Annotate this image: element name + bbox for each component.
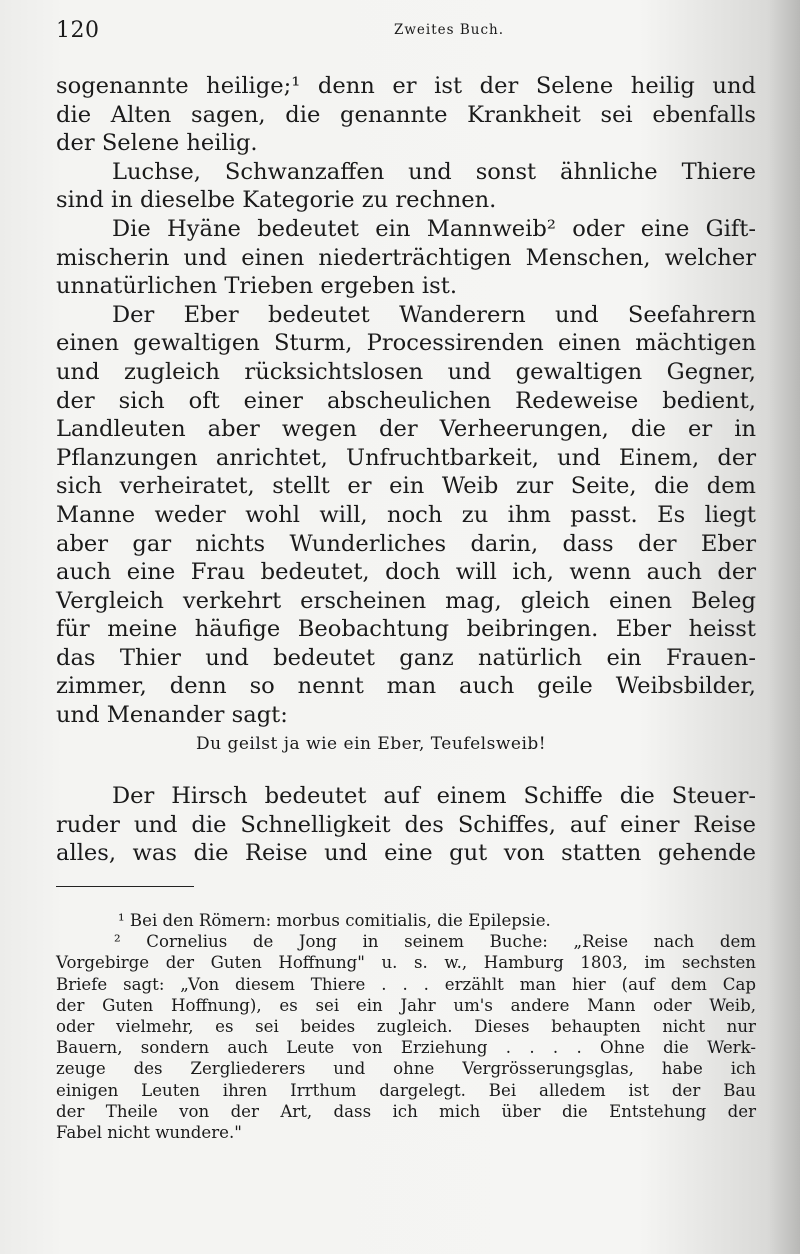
main-text	[56, 72, 756, 730]
text-line: sich verheiratet, stellt er ein Weib zur Seite, die dem	[56, 473, 756, 500]
text-line: und Menander sagt:	[56, 702, 288, 729]
footnote-line: Vorgebirge der Guten Hoffnung" u. s. w., Hamburg 1803, im sechsten	[56, 953, 756, 973]
footnote-line: oder vielmehr, es sei beides zugleich. Dieses behaupten nicht nur	[56, 1016, 756, 1036]
text-line: aber gar nichts Wunderliches darin, dass der Eber	[56, 530, 756, 557]
text-line: auch eine Frau bedeutet, doch will ich, wenn auch der	[56, 559, 756, 586]
footnote-line: der Guten Hoffnung), es sei ein Jahr um's andere Mann oder Weib,	[56, 995, 756, 1015]
text-line: der Selene heilig.	[56, 130, 258, 157]
text-line: Die Hyäne bedeutet ein Mannweib² oder eine Gift-	[112, 215, 756, 242]
text-line: für meine häufige Beobachtung beibringen. Eber heisst	[56, 616, 756, 643]
text-line: und zugleich rücksichtslosen und gewaltigen Gegner,	[56, 358, 756, 385]
text-line: sogenannte heilige;¹ denn er ist der Selene heilig und	[56, 73, 756, 99]
text-line: Der Eber bedeutet Wanderern und Seefahrern	[112, 301, 756, 328]
text-line: ruder und die Schnelligkeit des Schiffes, auf einer Reise	[56, 811, 756, 838]
footnote-line: Bauern, sondern auch Leute von Erziehung . . . . Ohne die Werk-	[56, 1038, 756, 1058]
text-line: einen gewaltigen Sturm, Processirenden einen mächtigen	[56, 330, 756, 357]
page-number: 120	[56, 18, 100, 43]
text-line: unnatürlichen Trieben ergeben ist.	[56, 273, 458, 300]
text-line: Der Hirsch bedeutet auf einem Schiffe die Steuer-	[112, 783, 756, 809]
text-line: Pflanzungen anrichtet, Unfruchtbarkeit, und Einem, der	[56, 444, 756, 471]
text-line: mischerin und einen niederträchtigen Menschen, welcher	[56, 244, 756, 271]
text-line: sind in dieselbe Kategorie zu rechnen.	[56, 187, 497, 214]
running-title: Zweites Buch.	[394, 22, 505, 38]
text-line: Vergleich verkehrt erscheinen mag, gleich einen Beleg	[56, 587, 756, 614]
footnote-line: Fabel nicht wundere."	[56, 1122, 242, 1142]
footnote-line: ¹ Bei den Römern: morbus comitialis, die Epilepsie.	[118, 911, 551, 930]
page-header	[56, 18, 756, 48]
text-line: zimmer, denn so nennt man auch geile Weibsbilder,	[56, 673, 756, 700]
text-line: Luchse, Schwanzaffen und sonst ähnliche Thiere	[112, 158, 756, 185]
text-line: die Alten sagen, die genannte Krankheit sei ebenfalls	[56, 101, 756, 128]
text-line: Landleuten aber wegen der Verheerungen, die er in	[56, 416, 756, 443]
footnote-line: ² Cornelius de Jong in seinem Buche: „Reise nach dem	[114, 932, 756, 952]
text-line: der sich oft einer abscheulichen Redeweise bedient,	[56, 387, 756, 414]
footnote-line: Briefe sagt: „Von diesem Thiere . . . erzählt man hier (auf dem Cap	[56, 974, 756, 994]
verse-quote: Du geilst ja wie ein Eber, Teufelsweib!	[196, 734, 547, 754]
footnote-divider	[56, 886, 194, 887]
footnotes	[56, 910, 756, 1143]
footnote-line: zeuge des Zergliederers und ohne Vergrösserungsglas, habe ich	[56, 1059, 756, 1079]
footnote-line: einigen Leuten ihren Irrthum dargelegt. Bei alledem ist der Bau	[56, 1080, 756, 1100]
text-line: alles, was die Reise und eine gut von statten gehende	[56, 840, 756, 867]
footnote-line: der Theile von der Art, dass ich mich über die Entstehung der	[56, 1101, 756, 1121]
main-text-continued	[56, 782, 756, 868]
text-line: das Thier und bedeutet ganz natürlich ein Frauen-	[56, 644, 756, 671]
text-line: Manne weder wohl will, noch zu ihm passt. Es liegt	[56, 501, 756, 528]
